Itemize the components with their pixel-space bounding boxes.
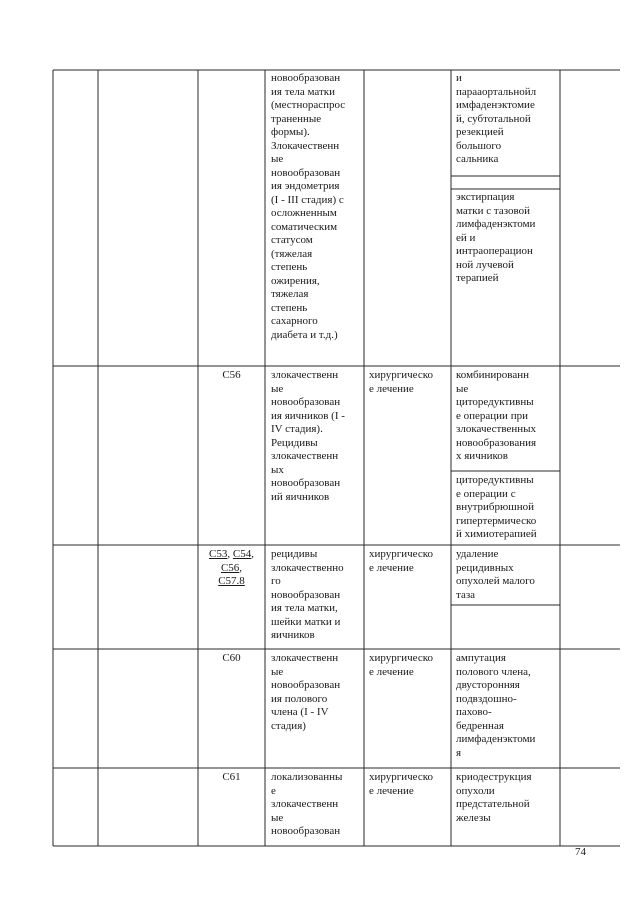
row4-code: C60 xyxy=(222,652,241,664)
row5-treatment: хирургическо е лечение xyxy=(369,771,433,797)
row3-diagnosis: рецидивы злокачественно го новообразован ия тела матки, шейки матки и яичников xyxy=(271,548,344,641)
row5-diagnosis: локализованны е злокачественн ые новообразован xyxy=(271,771,343,837)
row3-method-1: удаление рецидивных опухолей малого таза xyxy=(456,548,535,601)
row2-method-2: циторедуктивны е операции с внутрибрюшной гипертермическо й химиотерапией xyxy=(456,474,537,540)
row5-code: C61 xyxy=(222,771,241,783)
row5-method-1: криодеструкция опухоли предстательной железы xyxy=(456,771,532,824)
code-link-c53[interactable]: C53 xyxy=(209,548,228,560)
row1-diagnosis: новообразован ия тела матки (местнораспрос траненные формы). Злокачественн ые новообразован ия эндометрия (I - III стадия) с осложненным соматическим статусом (тяжелая степень ожирения, тяжелая степень сахарного диабета и т.д.) xyxy=(271,72,346,341)
row2-diagnosis: злокачественн ые новообразован ия яичников (I - IV стадия). Рецидивы злокачественн ых новообразован ий яичников xyxy=(271,369,345,503)
code-link-c54[interactable]: C54 xyxy=(232,548,252,560)
code-link-c56[interactable]: C56 xyxy=(220,561,240,574)
row2-treatment: хирургическо е лечение xyxy=(369,369,433,395)
row1-method-2: экстирпация матки с тазовой лимфаденэктоми ей и интраоперацион ной лучевой терапией xyxy=(456,191,536,284)
row2-code: C56 xyxy=(222,369,241,381)
row4-diagnosis: злокачественн ые новообразован ия полового члена (I - IV стадия) xyxy=(271,652,341,732)
row4-treatment: хирургическо е лечение xyxy=(369,652,433,678)
row3-codes: C53, C54, C56, C57.8 xyxy=(209,548,254,587)
page-number: 74 xyxy=(575,846,586,858)
code-link-c57-8[interactable]: C57.8 xyxy=(218,575,245,587)
row3-treatment: хирургическо е лечение xyxy=(369,548,433,574)
row2-method-1: комбинированн ые циторедуктивны е операции при злокачественных новообразования х яичников xyxy=(456,369,537,462)
row4-method-1: ампутация полового члена, двусторонняя подвздошно- пахово- бедренная лимфаденэктоми я xyxy=(456,652,536,759)
row1-method-1: и параaортальнойл имфаденэктомие й, субтотальной резекцией большого сальника xyxy=(456,72,537,165)
